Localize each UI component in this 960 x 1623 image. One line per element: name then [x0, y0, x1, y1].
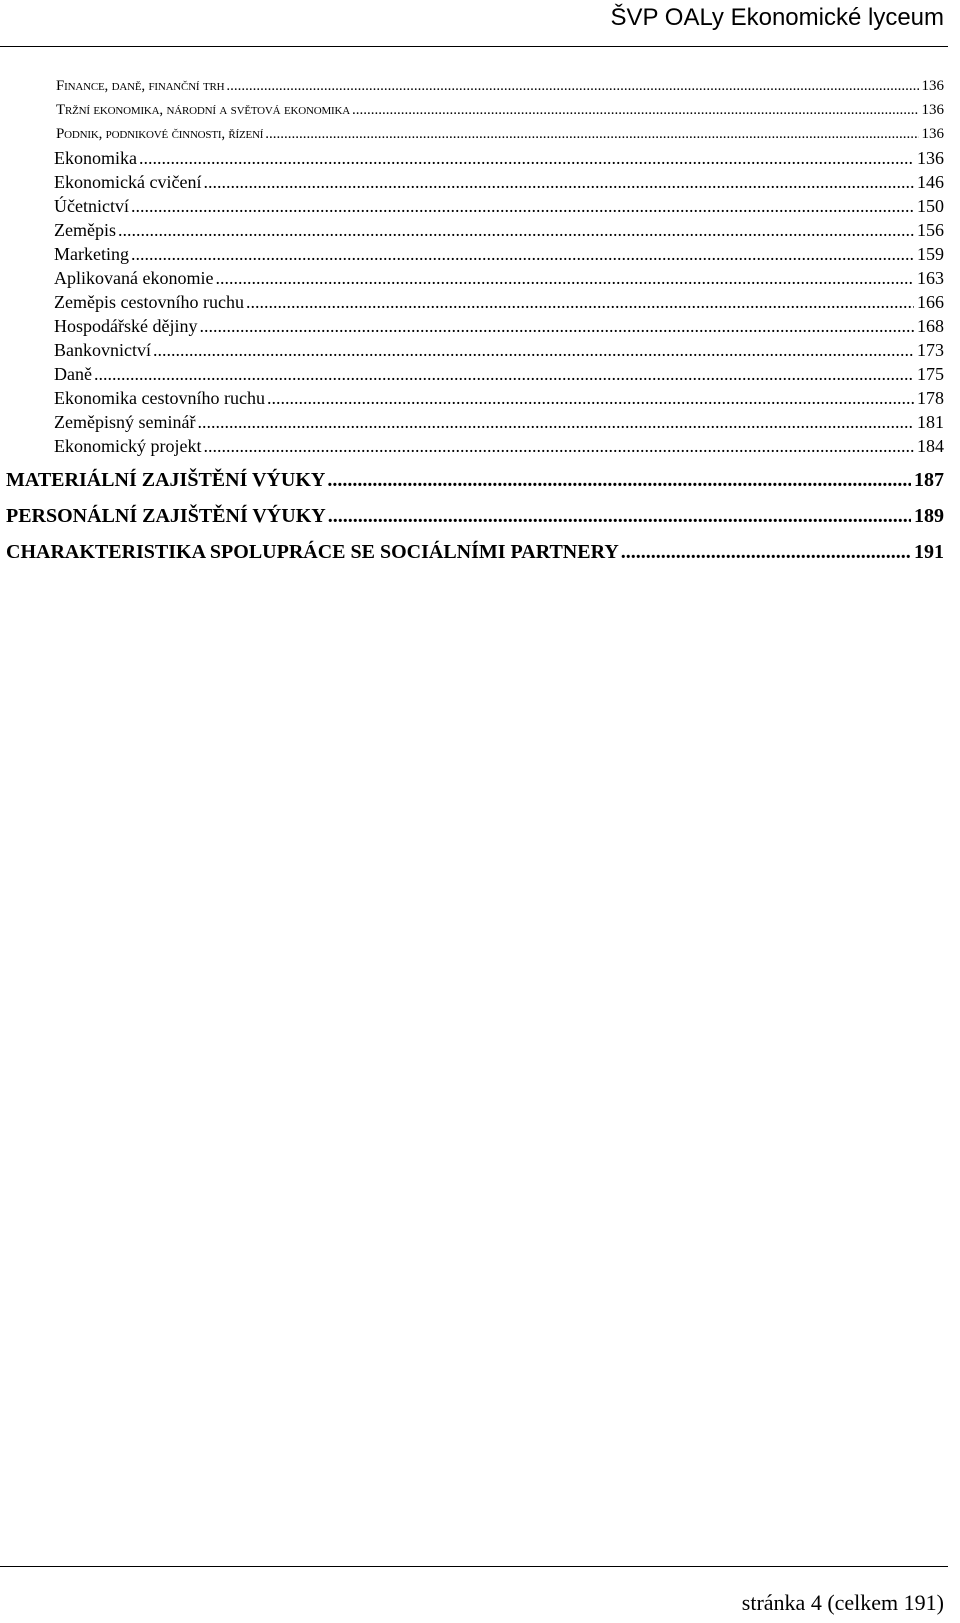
toc-leader-dots — [226, 74, 918, 98]
toc-leader-dots — [352, 98, 919, 122]
toc-entry-trzni-ekonomika[interactable] — [0, 98, 944, 122]
toc-entry-title: Zeměpis cestovního ruchu — [54, 292, 244, 312]
toc-entry-title: Marketing — [54, 244, 129, 264]
toc-entry-charakteristika-spoluprace[interactable] — [0, 534, 944, 570]
toc-leader-dots — [197, 410, 914, 434]
toc-entry-title: Ekonomický projekt — [54, 436, 202, 456]
toc-entry-page: 136 — [917, 148, 944, 168]
toc-entry-ucetnictvi[interactable] — [0, 194, 944, 218]
toc-entry-page: 163 — [917, 268, 944, 288]
toc-entry-page: 178 — [917, 388, 944, 408]
toc-entry-title: Daně — [54, 364, 92, 384]
toc-entry-page: 184 — [917, 436, 944, 456]
toc-leader-dots — [203, 170, 914, 194]
toc-entry-title: Ekonomická cvičení — [54, 172, 202, 192]
toc-entry-page: 189 — [914, 505, 944, 527]
toc-entry-title: Finance, daně, finanční trh — [56, 78, 225, 94]
toc-entry-title: Ekonomika cestovního ruchu — [54, 388, 265, 408]
toc-entry-ekonomicky-projekt[interactable] — [0, 434, 944, 458]
toc-entry-dane[interactable] — [0, 362, 944, 386]
toc-entry-title: Bankovnictví — [54, 340, 151, 360]
toc-entry-page: 136 — [921, 78, 944, 94]
toc-entry-page: 168 — [917, 316, 944, 336]
toc-entry-title: Účetnictví — [54, 196, 129, 216]
toc-entry-ekonomika-cestovniho-ruchu[interactable] — [0, 386, 944, 410]
toc-entry-title: Podnik, podnikové činnosti, řízení — [56, 126, 264, 142]
toc-leader-dots — [131, 242, 914, 266]
toc-entry-personalni-zajisteni[interactable] — [0, 498, 944, 534]
toc-entry-page: 136 — [921, 126, 944, 142]
toc-entry-title: Ekonomika — [54, 148, 137, 168]
toc-leader-dots — [131, 194, 914, 218]
toc-entry-ekonomicka-cviceni[interactable] — [0, 170, 944, 194]
toc-leader-dots — [328, 498, 911, 534]
toc-entry-page: 146 — [917, 172, 944, 192]
table-of-contents — [0, 74, 944, 570]
toc-entry-zemepis[interactable] — [0, 218, 944, 242]
toc-leader-dots — [139, 146, 914, 170]
toc-entry-zemepis-cestovniho-ruchu[interactable] — [0, 290, 944, 314]
toc-entry-aplikovana-ekonomie[interactable] — [0, 266, 944, 290]
toc-entry-title: Zeměpisný seminář — [54, 412, 196, 432]
toc-leader-dots — [265, 122, 918, 146]
toc-leader-dots — [267, 386, 914, 410]
toc-entry-page: 159 — [917, 244, 944, 264]
toc-entry-page: 173 — [917, 340, 944, 360]
toc-leader-dots — [215, 266, 914, 290]
toc-entry-podnik[interactable] — [0, 122, 944, 146]
toc-entry-bankovnictvi[interactable] — [0, 338, 944, 362]
toc-entry-title: Hospodářské dějiny — [54, 316, 198, 336]
toc-entry-title: Tržní ekonomika, národní a světová ekonomika — [56, 102, 350, 118]
toc-entry-page: 136 — [921, 102, 944, 118]
toc-entry-title: MATERIÁLNÍ ZAJIŠTĚNÍ VÝUKY — [6, 469, 326, 491]
toc-entry-finance[interactable] — [0, 74, 944, 98]
toc-leader-dots — [327, 462, 911, 498]
page-footer — [0, 1566, 948, 1623]
toc-entry-materialni-zajisteni[interactable] — [0, 462, 944, 498]
toc-leader-dots — [153, 338, 914, 362]
page-header — [0, 0, 948, 47]
toc-entry-title: Aplikovaná ekonomie — [54, 268, 214, 288]
toc-leader-dots — [118, 218, 914, 242]
toc-entry-hospodarske-dejiny[interactable] — [0, 314, 944, 338]
toc-entry-marketing[interactable] — [0, 242, 944, 266]
toc-entry-ekonomika[interactable] — [0, 146, 944, 170]
toc-entry-title: Zeměpis — [54, 220, 116, 240]
toc-entry-page: 175 — [917, 364, 944, 384]
toc-leader-dots — [199, 314, 914, 338]
toc-entry-zemepisny-seminar[interactable] — [0, 410, 944, 434]
toc-leader-dots — [621, 534, 911, 570]
page-number: stránka 4 (celkem 191) — [741, 1590, 944, 1615]
toc-entry-page: 156 — [917, 220, 944, 240]
toc-entry-page: 150 — [917, 196, 944, 216]
header-title: ŠVP OALy Ekonomické lyceum — [610, 4, 944, 31]
toc-entry-page: 191 — [914, 541, 944, 563]
toc-entry-title: CHARAKTERISTIKA SPOLUPRÁCE SE SOCIÁLNÍMI PARTNERY — [6, 541, 619, 563]
toc-leader-dots — [203, 434, 914, 458]
toc-entry-title: PERSONÁLNÍ ZAJIŠTĚNÍ VÝUKY — [6, 505, 326, 527]
toc-leader-dots — [94, 362, 914, 386]
toc-entry-page: 181 — [917, 412, 944, 432]
toc-leader-dots — [246, 290, 914, 314]
toc-entry-page: 166 — [917, 292, 944, 312]
toc-entry-page: 187 — [914, 469, 944, 491]
